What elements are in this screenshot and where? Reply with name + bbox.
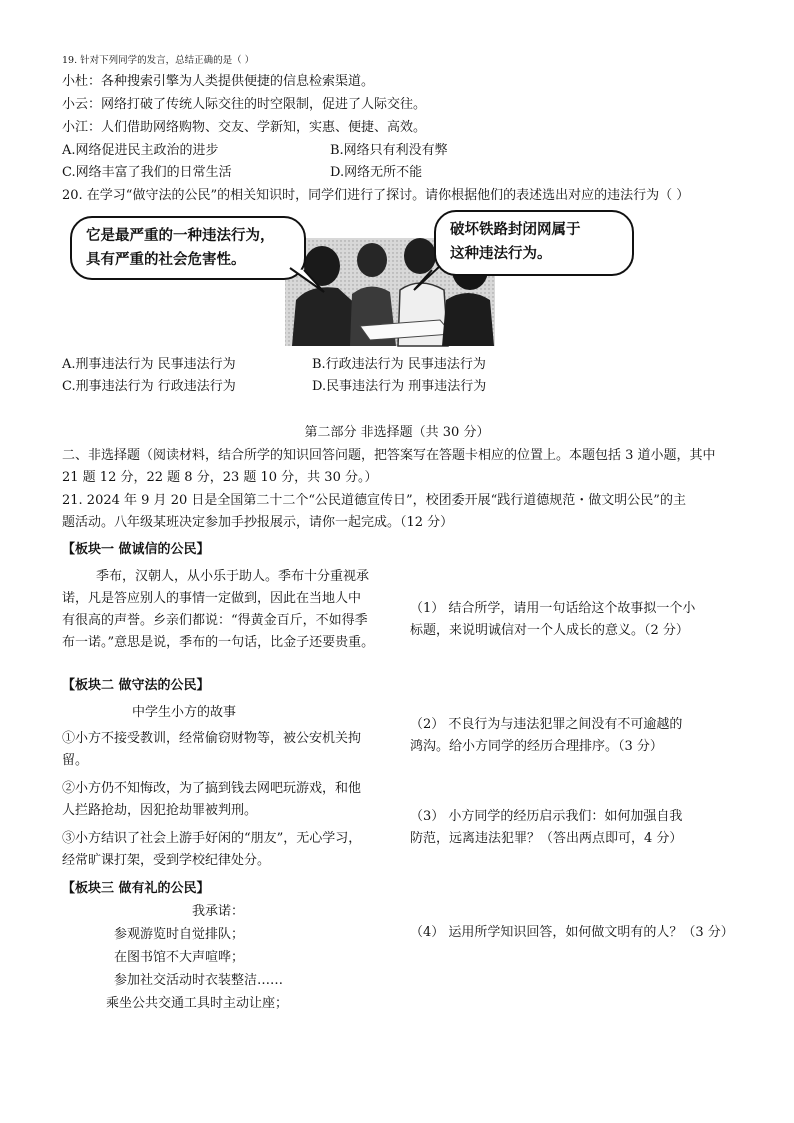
story2-line4: 人拦路抢劫，因犯抢劫罪被判刑。	[62, 803, 258, 818]
q21-stem-line2: 题活动。八年级某班决定参加手抄报展示，请你一起完成。（12 分）	[62, 515, 454, 530]
promise-line1: 参观游览时自觉排队；	[114, 927, 245, 942]
part2-intro-line2: 21 题 12 分，22 题 8 分，23 题 10 分，共 30 分。）	[62, 470, 378, 485]
story1-line3: 有很高的声誉。乡亲们都说：“得黄金百斤，不如得季	[62, 613, 368, 628]
sub2-line1: （2） 不良行为与违法犯罪之间没有不可逾越的	[410, 717, 683, 732]
story1-line4: 布一诺。”意思是说，季布的一句话，比金子还要贵重。	[62, 635, 375, 650]
sub2-line2: 鸿沟。给小方同学的经历合理排序。（3 分）	[410, 739, 663, 754]
block3-promise	[100, 900, 360, 1015]
q21-stem-line1: 21. 2024 年 9 月 20 日是全国第二十二个“公民道德宣传日”，校团委开展“践行道德规范・做文明公民”的主	[62, 493, 686, 508]
q19-option-b: B.网络只有利没有弊	[330, 143, 448, 158]
q20-option-c: C.刑事违法行为 行政违法行为	[62, 379, 236, 394]
story1-line2: 诺，凡是答应别人的事情一定做到，因此在当地人中	[62, 591, 362, 606]
block3-title: 【板块三 做有礼的公民】	[62, 881, 210, 896]
bubble-left-line1: 它是最严重的一种违法行为，	[86, 227, 275, 244]
story2-line3: ②小方仍不知悔改，为了搞到钱去网吧玩游戏，和他	[62, 781, 362, 796]
story2-title: 中学生小方的故事	[132, 705, 237, 720]
q21-sub1	[410, 598, 730, 642]
block1-title: 【板块一 做诚信的公民】	[62, 542, 210, 557]
promise-title: 我承诺：	[192, 904, 245, 919]
part2-title: 第二部分 非选择题（共 30 分）	[304, 425, 490, 440]
sub1-line1: （1） 结合所学，请用一句话给这个故事拟一个小	[410, 601, 696, 616]
speech-bubble-right	[434, 210, 634, 276]
q20-option-a: A.刑事违法行为 民事违法行为	[62, 357, 236, 372]
story2-line2: 留。	[62, 753, 89, 768]
sub3-line1: （3） 小方同学的经历启示我们：如何加强自我	[410, 809, 683, 824]
q19-stem: 19. 针对下列同学的发言，总结正确的是（ ）	[62, 55, 255, 66]
block2-title: 【板块二 做守法的公民】	[62, 678, 210, 693]
story2-line5: ③小方结识了社会上游手好闲的“朋友”，无心学习，	[62, 831, 362, 846]
q21-sub2	[410, 714, 730, 758]
promise-line4: 乘坐公共交通工具时主动让座；	[106, 996, 289, 1011]
q20-illustration	[60, 208, 740, 348]
q19-option-a: A.网络促进民主政治的进步	[62, 143, 219, 158]
bubble-left-line2: 具有严重的社会危害性。	[86, 251, 246, 268]
q19-option-c: C.网络丰富了我们的日常生活	[62, 165, 232, 180]
speech-bubble-left	[70, 216, 306, 280]
q20-option-d: D.民事违法行为 刑事违法行为	[312, 379, 487, 394]
promise-line3: 参加社交活动时衣装整洁……	[114, 973, 284, 988]
promise-line2: 在图书馆不大声喧哗；	[114, 950, 245, 965]
q19-statement-xiaojiang: 小江：人们借助网络购物、交友、学新知，实惠、便捷、高效。	[62, 120, 427, 135]
block2-story	[62, 702, 392, 872]
part2-intro-line1: 二、非选择题（阅读材料，结合所学的知识回答问题，把答案写在答题卡相应的位置上。本题包括 3 道小题，其中	[62, 448, 716, 463]
q19-statement-dufu: 小杜：各种搜索引擎为人类提供便捷的信息检索渠道。	[62, 74, 375, 89]
q21-sub4: （4） 运用所学知识回答，如何做文明有的人？（3 分）	[410, 925, 734, 940]
sub1-line2: 标题，来说明诚信对一个人成长的意义。（2 分）	[410, 623, 689, 638]
story2-line1: ①小方不接受教训，经常偷窃财物等，被公安机关拘	[62, 731, 362, 746]
q20-option-b: B.行政违法行为 民事违法行为	[312, 357, 486, 372]
story2-line6: 经常旷课打架，受到学校纪律处分。	[62, 853, 271, 868]
story1-line1: 季布，汉朝人，从小乐于助人。季布十分重视承	[96, 569, 370, 584]
q20-stem: 20. 在学习“做守法的公民”的相关知识时，同学们进行了探讨。请你根据他们的表述选出对应的违法行为（ ）	[62, 188, 690, 203]
q21-sub3	[410, 806, 730, 850]
q19-option-d: D.网络无所不能	[330, 165, 423, 180]
q19-statement-xiaoyun: 小云：网络打破了传统人际交往的时空限制，促进了人际交往。	[62, 97, 427, 112]
bubble-right-line1: 破坏铁路封闭网属于	[450, 221, 581, 238]
block1-story	[62, 566, 392, 654]
bubble-right-tail	[410, 264, 450, 294]
bubble-left-tail	[288, 266, 328, 296]
sub3-line2: 防范，远离违法犯罪？（答出两点即可，4 分）	[410, 831, 683, 846]
bubble-right-line2: 这种违法行为。	[450, 245, 552, 262]
